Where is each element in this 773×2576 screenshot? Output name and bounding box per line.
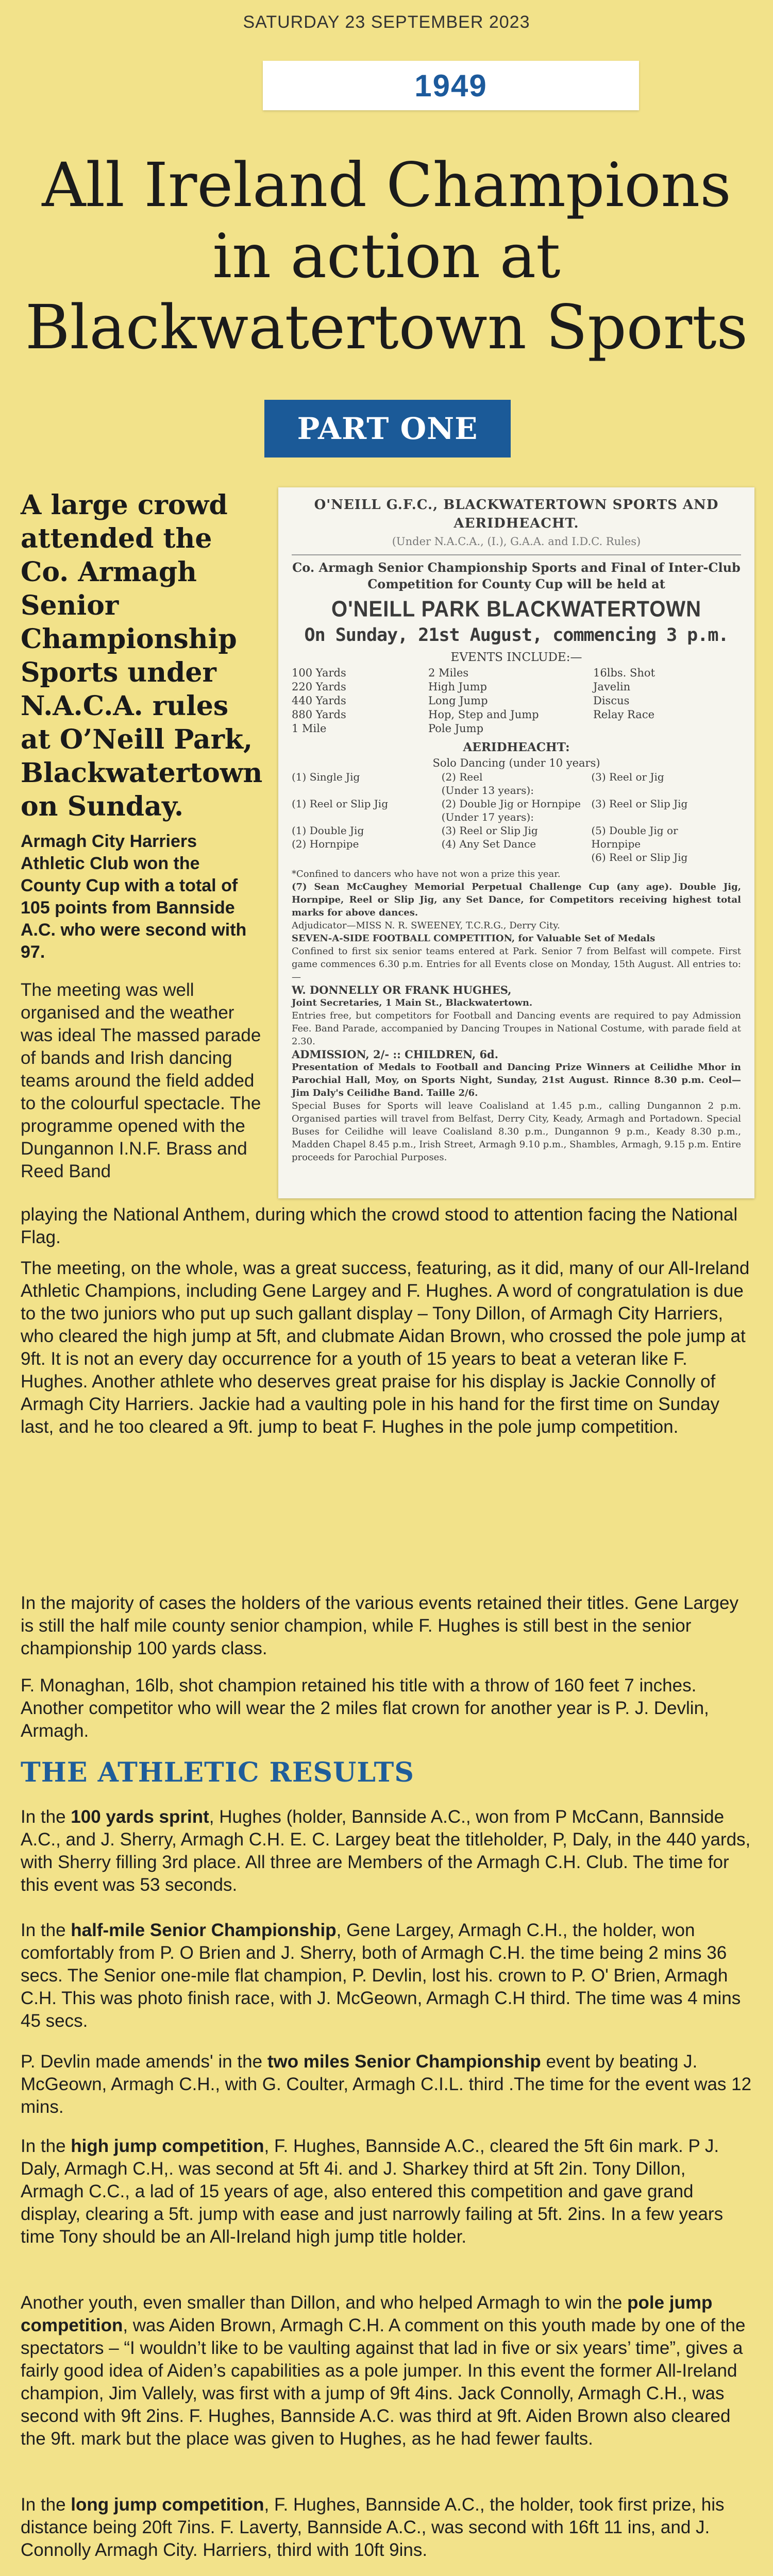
result-text: , was Aiden Brown, Armagh C.H. A comment on this youth made by one of the spectators – “I wouldn’t like to be vaulting against that lad in five or six years’ time”, gives a fairly good idea of Aiden’s capabilities as a pole jumper. In this event the former All-Ireland champion, Jim Vallely, was first with a jump of 9ft 4ins. Jack Connolly, Armagh C.H., was second with 9ft 2ins. F. Hughes, Bannside A.C. was third at 9ft. Aiden Brown also cleared the 9ft. mark but the place was given to Hughes, as he had fewer faults.	[21, 2315, 746, 2449]
event-cell: Pole Jump	[428, 722, 484, 735]
event-cell: Relay Race	[593, 708, 655, 721]
dance-cell	[591, 784, 741, 797]
lede-column	[21, 488, 263, 1183]
dance-cell: (3) Reel or Slip Jig	[441, 824, 538, 837]
result-paragraph	[21, 2135, 752, 2248]
result-text: In the	[21, 1920, 71, 1940]
event-cell: 880 Yards	[292, 708, 346, 721]
event-keyword: half-mile Senior Championship	[71, 1920, 337, 1940]
dance-cell	[292, 784, 442, 797]
divider	[292, 554, 741, 555]
headline-line: in action at	[212, 221, 561, 292]
dance-cell: (1) Double Jig	[292, 824, 364, 837]
year-banner	[263, 61, 639, 110]
dance-cell: Hornpipe	[591, 838, 641, 850]
dance-cell: (4) Any Set Dance	[441, 838, 536, 850]
result-text: In the	[21, 2495, 71, 2515]
headline-line: Blackwatertown Sports	[25, 292, 748, 363]
result-text: , F. Hughes, Bannside A.C., the holder, took first prize, his distance being 20ft 7ins. F. Laverty, Bannside A.C., was second with 16ft 11 ins, and J. Connolly Armagh City. Harriers, third with 10ft 9ins.	[21, 2495, 725, 2560]
dance-cell	[292, 810, 442, 824]
events-heading: EVENTS INCLUDE:—	[450, 651, 582, 664]
dance-cell	[591, 810, 741, 824]
dance-cell	[292, 851, 442, 864]
dance-cell	[442, 851, 592, 864]
result-paragraph	[21, 2494, 752, 2562]
confined-note: *Confined to dancers who have not won a prize this year.	[292, 869, 561, 879]
clipping-date: On Sunday, 21st August, commencing 3 p.m.	[304, 625, 729, 646]
clipping-venue: O'NEILL PARK BLACKWATERTOWN	[331, 596, 701, 622]
football-heading: SEVEN-A-SIDE FOOTBALL COMPETITION, for Valuable Set of Medals	[292, 933, 656, 944]
event-cell: 440 Yards	[292, 694, 346, 707]
result-text: In the	[21, 2136, 71, 2156]
dance-cell: (1) Single Jig	[292, 771, 360, 783]
event-keyword: long jump competition	[71, 2495, 264, 2515]
result-paragraph	[21, 2050, 752, 2119]
result-text: , Gene Largey, Armagh C.H., the holder, won comfortably from P. O Brien and J. Sherry, both of Armagh C.H. the time being 2 mins 36 secs. The Senior one-mile flat champion, P. Devlin, lost his. crown to P. O' Brien, Armagh C.H. This was photo finish race, with J. McGeown, Armagh C.H third. The time was 4 mins 45 secs.	[21, 1920, 741, 2031]
part-label: PART ONE	[297, 411, 478, 446]
year-label: 1949	[414, 68, 488, 103]
clipping-title: AERIDHEACHT.	[453, 516, 579, 531]
dance-cell: (2) Hornpipe	[292, 838, 359, 850]
result-paragraph	[21, 2292, 752, 2450]
headline-line: All Ireland Champions	[42, 149, 731, 221]
trophy-text: (7) Sean McCaughey Memorial Perpetual Challenge Cup (any age). Double Jig, Hornpipe, Reel or Slip Jig, any Set Dance, for Competitors receiving highest total marks for above dances.	[292, 882, 741, 918]
result-paragraph	[21, 1806, 752, 1896]
event-cell: 220 Yards	[292, 681, 346, 693]
lede-subhead: Armagh City Harriers Athletic Club won the County Cup with a total of 105 points from Bannside A.C. who were second with 97.	[21, 832, 247, 962]
part-banner	[264, 400, 511, 457]
contact-names: W. DONNELLY OR FRANK HUGHES,	[292, 984, 512, 996]
dance-cell: (3) Reel or Slip Jig	[591, 798, 688, 810]
section-heading: THE ATHLETIC RESULTS	[21, 1757, 414, 1788]
event-cell: 2 Miles	[428, 667, 469, 679]
result-text: event by beating J. McGeown, Armagh C.H., with G. Coulter, Armagh C.I.L. third .The time for the event was 12 mins.	[21, 2052, 752, 2117]
aeridheacht-heading: AERIDHEACHT:	[463, 740, 570, 754]
presentation-text: Presentation of Medals to Football and Dancing Prize Winners at Ceilidhe Mhor in Parochial Hall, Moy, on Sports Night, Sunday, 21st August. Rinnce 8.30 p.m. Ceol—Jim Daly's Ceilidhe Band. Taille 2/6.	[292, 1062, 741, 1098]
body-paragraph: The meeting, on the whole, was a great success, featuring, as it did, many of our All-Ireland Athletic Champions, including Gene Largey and F. Hughes. A word of congratulation is due to the two juniors who put up such gallant display – Tony Dillon, of Armagh City Harriers, who cleared the high jump at 5ft, and clubmate Aidan Brown, who crossed the pole jump at 9ft. It is not an every day occurrence for a youth of 15 years to beat a veteran like F. Hughes. Another athlete who deserves great praise for his display is Jackie Connolly of Armagh City Harriers. Jackie had a vaulting pole in his hand for the first time on Sunday last, and he too cleared a 9ft. jump to beat F. Hughes in the pole jump competition.	[21, 1258, 750, 1437]
event-keyword: 100 yards sprint	[71, 1807, 209, 1827]
event-cell: 100 Yards	[292, 667, 346, 679]
event-cell: Hop, Step and Jump	[428, 708, 539, 721]
headline	[0, 149, 773, 363]
dance-cell: (2) Reel	[441, 771, 483, 783]
newspaper-clipping	[278, 487, 754, 1198]
admission: ADMISSION, 2/- :: CHILDREN, 6d.	[292, 1048, 499, 1061]
event-keyword: high jump competition	[71, 2136, 264, 2156]
event-cell	[593, 722, 741, 736]
dance-cell: (3) Reel or Jig	[591, 771, 664, 783]
football-text: Confined to first six senior teams entered at Park. Senior 7 from Belfast will compete. First game commences 6.30 p.m. Entries for all Events close on Monday, 15th August. All entries to:—	[292, 946, 741, 982]
event-keyword: two miles Senior Championship	[267, 2052, 541, 2072]
events-table	[292, 666, 741, 736]
dance-cell: (Under 13 years):	[441, 784, 534, 796]
event-cell: Discus	[593, 694, 630, 707]
adjudicator: Adjudicator—MISS N. R. SWEENEY, T.C.R.G., Derry City.	[292, 920, 560, 931]
dance-cell: (Under 17 years):	[441, 811, 534, 823]
clipping-intro: Co. Armagh Senior Championship Sports and Final of Inter-Club Competition for County Cup will be held at	[292, 560, 741, 591]
event-cell: High Jump	[428, 681, 487, 693]
dances-table	[292, 770, 741, 864]
contact-address: Joint Secretaries, 1 Main St., Blackwatertown.	[292, 997, 533, 1008]
dance-cell: (6) Reel or Slip Jig	[591, 851, 688, 863]
result-text: Another youth, even smaller than Dillon, and who helped Armagh to win the	[21, 2293, 628, 2313]
result-paragraph	[21, 1919, 752, 2032]
solo-dancing-heading: Solo Dancing (under 10 years)	[432, 757, 600, 769]
event-cell: Long Jump	[428, 694, 488, 707]
buses-text: Special Buses for Sports will leave Coalisland at 1.45 p.m., calling Dungannon 2 p.m. Organised parties will travel from Belfast, Derry City, Keady, Armagh and Portadown. Special Buses for Ceilidhe will leave Coalisland 8.30 p.m., Dungannon 9 p.m., Keady 8.30 p.m., Madden Chapel 8.45 p.m., Irish Street, Armagh 9.10 p.m., Shambles, Armagh, 9.15 p.m. Entire proceeds for Parochial Purposes.	[292, 1100, 741, 1163]
event-keyword: pole jump competition	[21, 2293, 713, 2335]
event-cell: Javelin	[593, 681, 631, 693]
result-text: In the	[21, 1807, 71, 1827]
clipping-subtitle: (Under N.A.C.A., (I.), G.A.A. and I.D.C. Rules)	[392, 535, 641, 548]
result-text: , Hughes (holder, Bannside A.C., won from P McCann, Bannside A.C., and J. Sherry, Armagh C.H. E. C. Largey beat the titleholder, P, Daly, in the 440 yards, with Sherry filling 3rd place. All three are Members of the Armagh C.H. Club. The time for this event was 53 seconds.	[21, 1807, 751, 1895]
event-cell: 1 Mile	[292, 722, 327, 735]
dance-cell: (1) Reel or Slip Jig	[292, 798, 389, 810]
event-cell: 16lbs. Shot	[593, 667, 656, 679]
fee-text: Entries free, but competitors for Football and Dancing events are required to pay Admission Fee. Band Parade, accompanied by Dancing Troupes in National Costume, with parade field at 2.30.	[292, 1010, 741, 1047]
dance-cell: (5) Double Jig or	[591, 824, 678, 837]
body-paragraph: playing the National Anthem, during which the crowd stood to attention facing the National Flag.	[21, 1205, 738, 1247]
dance-cell: (2) Double Jig or Hornpipe	[441, 798, 581, 810]
body-paragraph: In the majority of cases the holders of the various events retained their titles. Gene Largey is still the half mile county senior champion, while F. Hughes is still best in the senior championship 100 yards class.	[21, 1593, 738, 1658]
result-text: P. Devlin made amends' in the	[21, 2052, 267, 2072]
lede-text: A large crowd attended the Co. Armagh Senior Championship Sports under N.A.C.A. rules at O’Neill Park, Blackwatertown on Sunday.	[21, 489, 263, 822]
clipping-title: O'NEILL G.F.C., BLACKWATERTOWN SPORTS AND	[314, 497, 719, 513]
result-text: , F. Hughes, Bannside A.C., cleared the 5ft 6in mark. P J. Daly, Armagh C.H,. was second at 5ft 4i. and J. Sharkey third at 5ft 2in. Tony Dillon, Armagh C.C., a lad of 15 years of age, also entered this competition and gave grand display, clearing a 5ft. jump with ease and just narrowly failing at 5ft. 2ins. In a few years time Tony should be an All-Ireland high jump title holder.	[21, 2136, 724, 2247]
body-paragraph: F. Monaghan, 16lb, shot champion retained his title with a throw of 160 feet 7 inches. Another competitor who will wear the 2 miles flat crown for another year is P. J. Devlin, Armagh.	[21, 1675, 709, 1741]
lede-paragraph: The meeting was well organised and the weather was ideal The massed parade of bands and Irish dancing teams around the field added to the colourful spectacle. The programme opened with the Dungannon I.N.F. Brass and Reed Band	[21, 980, 261, 1181]
dateline: SATURDAY 23 SEPTEMBER 2023	[243, 12, 530, 32]
